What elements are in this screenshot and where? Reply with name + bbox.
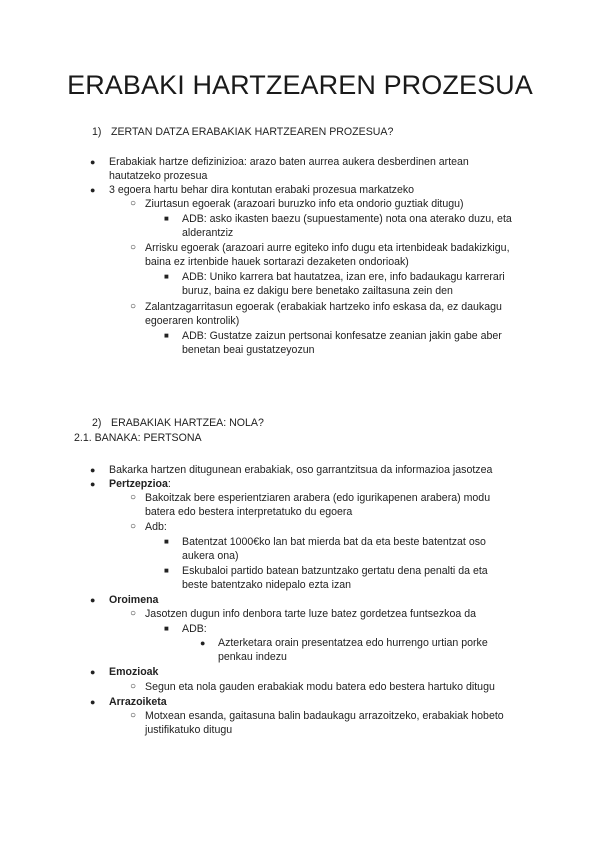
bullet-circle-icon: ○ [130, 492, 137, 503]
section-2-subheading: 2.1. BANAKA: PERTSONA [74, 432, 202, 444]
bullet-disc-icon: ● [90, 465, 96, 475]
bullet-circle-icon: ○ [130, 198, 137, 209]
section-2-heading: ERABAKIAK HARTZEA: NOLA? [111, 417, 264, 429]
section-2-number: 2) [92, 417, 102, 429]
list-item: Ziurtasun egoerak (arazoari buruzko info eta ondorio guztiak ditugu) [145, 198, 464, 210]
list-item: Azterketara orain presentatzea edo hurrengo urtian porke [218, 637, 488, 649]
list-item: Arrisku egoerak (arazoari aurre egiteko info dugu eta irtenbideak badakizkigu, [145, 242, 510, 254]
list-item: Jasotzen dugun info denbora tarte luze batez gordetzea funtsezkoa da [145, 608, 476, 620]
list-item: Erabakiak hartze defizinizioa: arazo baten aurrea aukera desberdinen artean [109, 156, 469, 168]
bullet-disc-icon: ● [90, 157, 96, 167]
bullet-square-icon: ■ [164, 214, 169, 223]
list-item: Emozioak [109, 666, 159, 678]
bullet-disc-icon: ● [90, 667, 96, 677]
list-item: alderantziz [182, 227, 234, 239]
list-item: hautatzeko prozesua [109, 170, 208, 182]
list-item: beste batentzako nidepalo ezta izan [182, 579, 352, 591]
bullet-disc-icon: ● [90, 185, 96, 195]
bullet-circle-icon: ○ [130, 608, 137, 619]
list-item: batera edo bestera interpretatuko du egoera [145, 506, 353, 518]
list-item: Segun eta nola gauden erabakiak modu batera edo bestera hartuko ditugu [145, 681, 495, 693]
list-item: ADB: asko ikasten baezu (supuestamente) nota ona aterako duzu, eta [182, 213, 512, 225]
term-colon: : [167, 478, 171, 490]
list-item: baina ez irtenbide hauek sortarazi dezaketen ondorioak) [145, 256, 409, 268]
list-item: buruz, baina ez dakigu bere benetako zailtasuna zein den [182, 285, 453, 297]
list-item: Oroimena [109, 594, 159, 606]
list-item: ADB: Gustatze zaizun pertsonai konfesatze zeanian jakin gabe aber [182, 330, 502, 342]
list-item: ADB: Uniko karrera bat hautatzea, izan ere, info badaukagu karrerari [182, 271, 505, 283]
bullet-disc-icon: ● [90, 595, 96, 605]
list-item: ADB: [182, 623, 207, 635]
bullet-circle-icon: ○ [130, 242, 137, 253]
list-item: Batentzat 1000€ko lan bat mierda bat da eta beste batentzat oso [182, 536, 486, 548]
page-title: ERABAKI HARTZEAREN PROZESUA [67, 70, 533, 100]
list-item: aukera ona) [182, 550, 239, 562]
bullet-circle-icon: ○ [130, 710, 137, 721]
bullet-square-icon: ■ [164, 537, 169, 546]
list-item: penkau indezu [218, 651, 287, 663]
list-item: 3 egoera hartu behar dira kontutan erabaki prozesua markatzeko [109, 184, 415, 196]
list-item [109, 478, 171, 491]
bullet-disc-icon: ● [200, 638, 206, 648]
bullet-square-icon: ■ [164, 624, 169, 633]
list-item: Adb: [145, 521, 167, 533]
list-item: justifikatuko ditugu [145, 724, 233, 736]
term-pertzepzioa: Pertzepzioa [109, 478, 168, 490]
list-item: Bakoitzak bere esperientziaren arabera (edo igurikapenen arabera) modu [145, 492, 491, 504]
list-item: Bakarka hartzen ditugunean erabakiak, oso garrantzitsua da informazioa jasotzea [109, 464, 493, 476]
bullet-circle-icon: ○ [130, 521, 137, 532]
bullet-disc-icon: ● [90, 479, 96, 489]
list-item: Arrazoiketa [109, 696, 167, 708]
bullet-circle-icon: ○ [130, 681, 137, 692]
section-1-heading: ZERTAN DATZA ERABAKIAK HARTZEAREN PROZESUA? [111, 126, 394, 138]
bullet-square-icon: ■ [164, 331, 169, 340]
list-item: Eskubaloi partido batean batzuntzako gertatu dena penalti da eta [182, 565, 488, 577]
list-item: egoeraren kontrolik) [145, 315, 240, 327]
section-1-number: 1) [92, 126, 102, 138]
list-item: Motxean esanda, gaitasuna balin badaukagu arrazoitzeko, erabakiak hobeto [145, 710, 504, 722]
list-item: Zalantzagarritasun egoerak (erabakiak hartzeko info eskasa da, ez daukagu [145, 301, 502, 313]
list-item: benetan beai gustatzeyozun [182, 344, 315, 356]
bullet-disc-icon: ● [90, 697, 96, 707]
bullet-circle-icon: ○ [130, 301, 137, 312]
bullet-square-icon: ■ [164, 566, 169, 575]
bullet-square-icon: ■ [164, 272, 169, 281]
